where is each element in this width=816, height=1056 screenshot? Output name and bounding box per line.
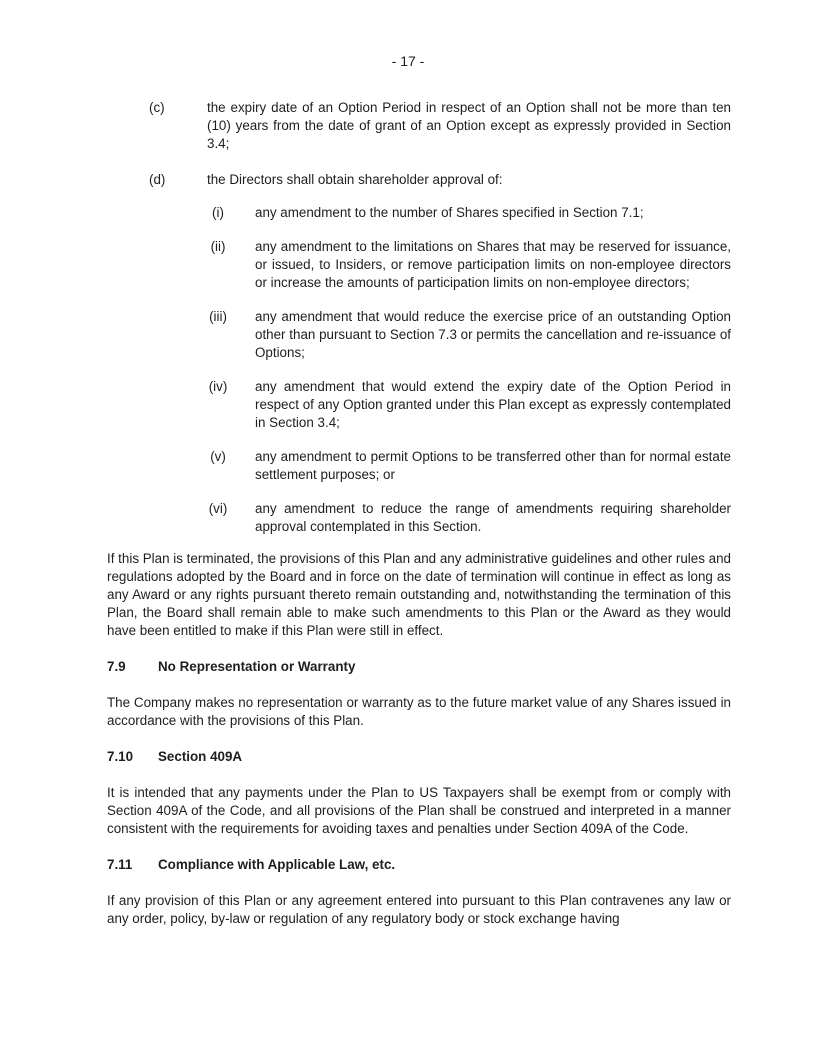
- section-number: 7.9: [107, 659, 126, 674]
- sub-item-text: any amendment that would reduce the exercise price of an outstanding Option other than pursuant to Section 7.3 or permits the cancellation and re-issuance of Options;: [255, 309, 731, 360]
- section-number: 7.10: [107, 749, 134, 764]
- section-title: Compliance with Applicable Law, etc.: [158, 857, 396, 872]
- sub-item-i: [107, 204, 731, 222]
- list-item-text: the expiry date of an Option Period in respect of an Option shall not be more than ten (10) years from the date of grant of an Option except as expressly provided in Section 3.4;: [207, 100, 731, 151]
- sub-item-vi: [107, 500, 731, 536]
- termination-paragraph: If this Plan is terminated, the provisions of this Plan and any administrative guidelines and other rules and regulations adopted by the Board and in force on the date of termination will continue in effect as long as any Award or any rights pursuant thereto remain outstanding and, notwithstanding the termination of this Plan, the Board shall remain able to make such amendments to this Plan or the Award as they would have been entitled to make if this Plan were still in effect.: [107, 551, 731, 638]
- section-title: Section 409A: [158, 749, 243, 764]
- sub-item-text: any amendment that would extend the expiry date of the Option Period in respect of any Option granted under this Plan except as expressly contemplated in Section 3.4;: [255, 379, 731, 430]
- sub-item-iii: [107, 308, 731, 362]
- sub-item-label: (v): [210, 449, 226, 464]
- list-item-text: the Directors shall obtain shareholder approval of:: [207, 172, 503, 187]
- sub-item-label: (i): [212, 205, 224, 220]
- sub-item-ii: [107, 238, 731, 292]
- sub-item-label: (ii): [210, 239, 226, 254]
- sub-item-iv: [107, 378, 731, 432]
- page-number: - 17 -: [391, 53, 425, 69]
- sub-item-label: (iv): [208, 379, 228, 394]
- sub-item-text: any amendment to reduce the range of amendments requiring shareholder approval contemplated in this Section.: [255, 501, 731, 534]
- list-item-d: [107, 171, 731, 189]
- page-content: [107, 99, 731, 928]
- section-heading-7-9: [107, 658, 731, 676]
- section-number: 7.11: [107, 857, 133, 872]
- sub-item-text: any amendment to permit Options to be transferred other than for normal estate settlement purposes; or: [255, 449, 731, 482]
- section-paragraph: The Company makes no representation or warranty as to the future market value of any Shares issued in accordance with the provisions of this Plan.: [107, 695, 731, 728]
- section-heading-7-10: [107, 748, 731, 766]
- sub-item-text: any amendment to the number of Shares specified in Section 7.1;: [255, 205, 644, 220]
- section-title: No Representation or Warranty: [158, 659, 356, 674]
- list-item-label: (d): [149, 172, 166, 187]
- sub-item-text: any amendment to the limitations on Shares that may be reserved for issuance, or issued, to Insiders, or remove participation limits on non-employee directors or increase the amounts of participation limits on non-employee directors;: [255, 239, 731, 290]
- section-paragraph: It is intended that any payments under the Plan to US Taxpayers shall be exempt from or comply with Section 409A of the Code, and all provisions of the Plan shall be construed and interpreted in a manner consistent with the requirements for avoiding taxes and penalties under Section 409A of the Code.: [107, 785, 731, 836]
- sub-item-label: (iii): [209, 309, 227, 324]
- list-item-c: [107, 99, 731, 153]
- section-heading-7-11: [107, 856, 731, 874]
- list-item-label: (c): [149, 100, 165, 115]
- section-paragraph: If any provision of this Plan or any agreement entered into pursuant to this Plan contravenes any law or any order, policy, by-law or regulation of any regulatory body or stock exchange having: [107, 893, 731, 926]
- sub-item-v: [107, 448, 731, 484]
- sub-item-label: (vi): [208, 501, 228, 516]
